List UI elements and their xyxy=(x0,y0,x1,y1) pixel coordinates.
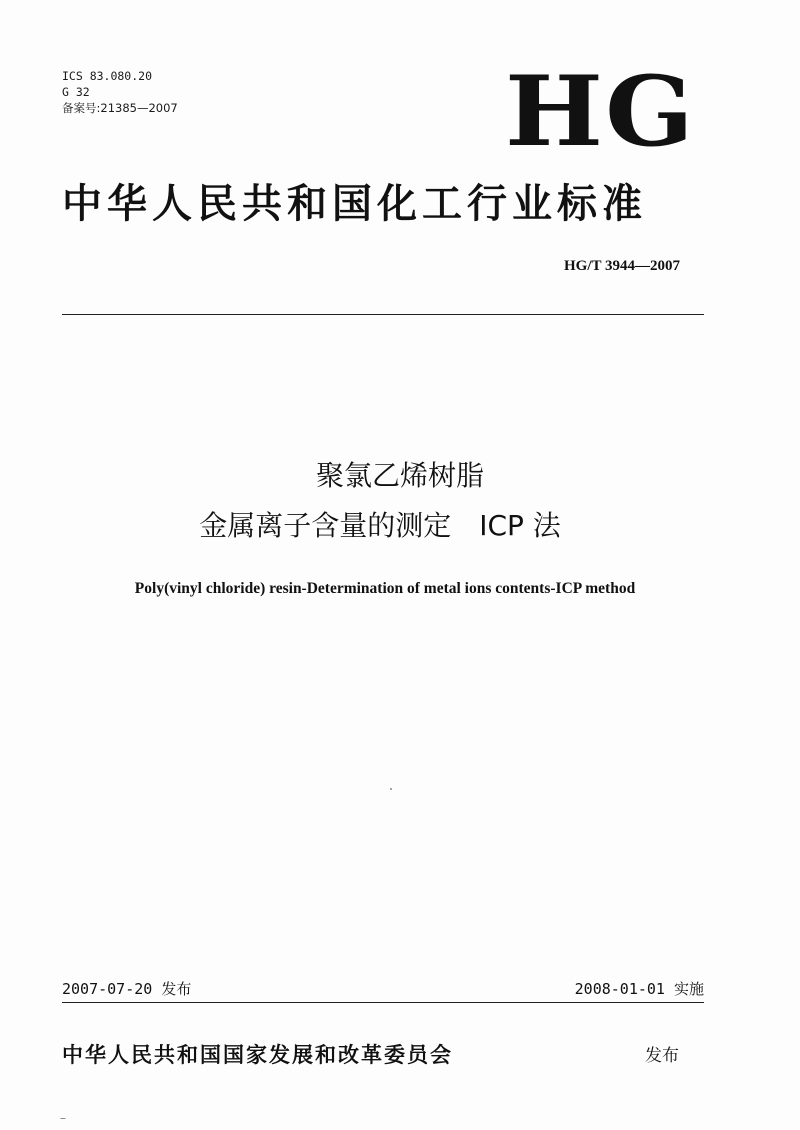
category-code: G 32 xyxy=(62,85,90,99)
issue-date: 2007-07-20 发布 xyxy=(62,980,192,998)
publisher-suffix: 发布 xyxy=(645,1046,679,1066)
standard-category-title: 中华人民共和国化工行业标准 xyxy=(62,180,647,227)
ics-number: ICS 83.080.20 xyxy=(62,69,153,83)
header-divider xyxy=(62,314,704,315)
scan-speck xyxy=(60,1118,66,1119)
publisher-name: 中华人民共和国国家发展和改革委员会 xyxy=(62,1042,453,1067)
scan-speck xyxy=(390,788,392,790)
hg-logo-mark: HG xyxy=(505,55,696,168)
footer-divider xyxy=(62,1002,704,1003)
document-title-line2: 金属离子含量的测定 ICP 法 xyxy=(199,509,561,542)
standard-code: HG/T 3944—2007 xyxy=(564,258,680,274)
document-title-english: Poly(vinyl chloride) resin-Determination of metal ions contents-ICP method xyxy=(134,580,636,597)
implementation-date: 2008-01-01 实施 xyxy=(574,980,704,998)
document-title-line1: 聚氯乙烯树脂 xyxy=(315,459,484,492)
record-number: 备案号:21385—2007 xyxy=(62,101,178,115)
